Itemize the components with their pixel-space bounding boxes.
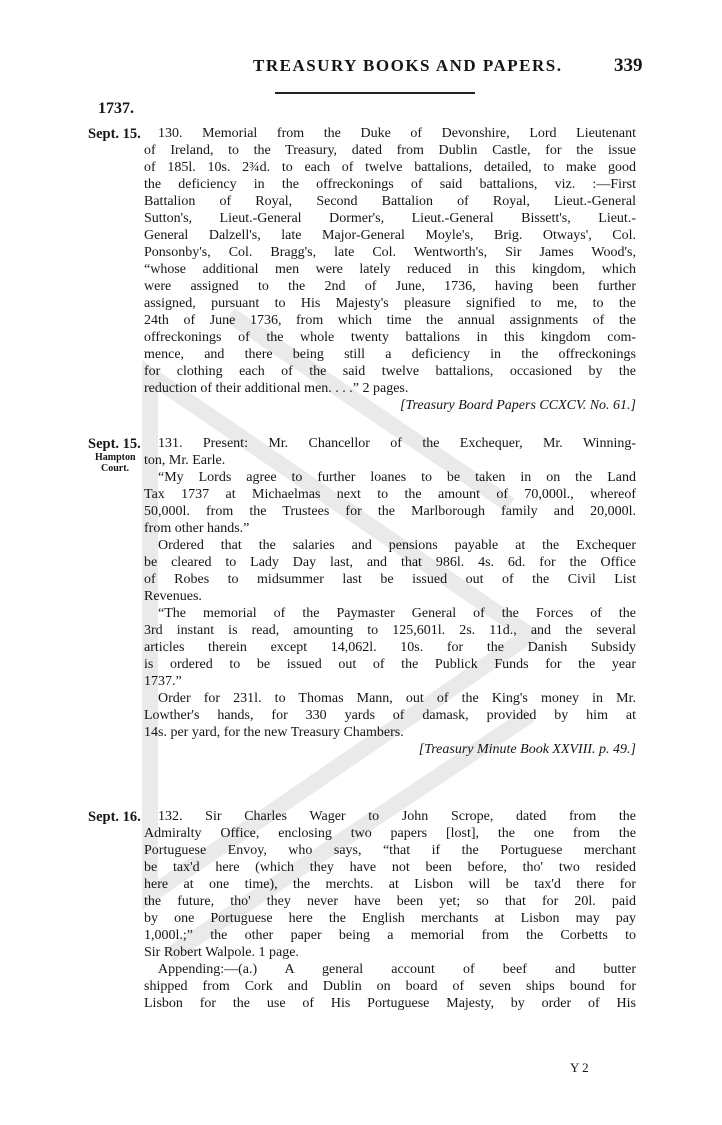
- entry-text: [144, 808, 636, 1012]
- text-line: Ponsonby's, Col. Bragg's, late Col. Wentworth's, Sir James Wood's,: [144, 245, 636, 260]
- page-header: [0, 56, 722, 86]
- entry-date: Sept. 16.: [88, 809, 141, 825]
- text-line: is ordered to be issued out of the Publick Funds for the year: [144, 657, 636, 672]
- text-line: 131. Present: Mr. Chancellor of the Exchequer, Mr. Winning-: [158, 436, 636, 451]
- citation: [Treasury Minute Book XXVIII. p. 49.]: [418, 742, 636, 757]
- text-line: articles therein except 14,062l. 10s. for the Danish Subsidy: [144, 640, 636, 655]
- text-line: Portuguese Envoy, who says, “that if the Portuguese merchant: [144, 843, 636, 858]
- year-heading: 1737.: [98, 100, 134, 117]
- running-title: TREASURY BOOKS AND PAPERS.: [253, 56, 563, 75]
- text-line: Lowther's hands, for 330 yards of damask, provided by him at: [144, 708, 636, 723]
- text-line: assigned, pursuant to His Majesty's pleasure signified to me, to the: [144, 296, 636, 311]
- text-line: from other hands.”: [144, 521, 250, 536]
- entry-date: Sept. 15.: [88, 126, 141, 142]
- text-line: here at one time), the merchts. at Lisbon will be tax'd there for: [144, 877, 636, 892]
- text-line: mence, and there being still a deficiency in the offreckonings: [144, 347, 636, 362]
- text-line: Order for 231l. to Thomas Mann, out of the King's money in Mr.: [158, 691, 636, 706]
- entry-place: Hampton Court.: [95, 452, 136, 474]
- text-line: Lisbon for the use of His Portuguese Majesty, by order of His: [144, 996, 636, 1011]
- text-line: of Ireland, to the Treasury, dated from Dublin Castle, for the issue: [144, 143, 636, 158]
- text-line: “The memorial of the Paymaster General of the Forces of the: [158, 606, 636, 621]
- text-line: of 185l. 10s. 2¾d. to each of twelve battalions, detailed, to make good: [144, 160, 636, 175]
- text-line: ton, Mr. Earle.: [144, 453, 226, 468]
- text-line: shipped from Cork and Dublin on board of seven ships bound for: [144, 979, 636, 994]
- citation: [Treasury Board Papers CCXCV. No. 61.]: [400, 398, 636, 413]
- text-line: Appending:—(a.) A general account of beef and butter: [158, 962, 636, 977]
- text-line: the future, tho' they never have been yet; so that for 20l. paid: [144, 894, 636, 909]
- text-line: offreckonings of the whole twenty battalions in this kingdom com-: [144, 330, 636, 345]
- text-line: 132. Sir Charles Wager to John Scrope, dated from the: [158, 809, 636, 824]
- text-line: for clothing each of the said twelve battalions, occasioned by the: [144, 364, 636, 379]
- text-line: by one Portuguese here the English merchants at Lisbon may pay: [144, 911, 636, 926]
- text-line: Sutton's, Lieut.-General Dormer's, Lieut.-General Bissett's, Lieut.-: [144, 211, 636, 226]
- text-line: Ordered that the salaries and pensions payable at the Exchequer: [158, 538, 636, 553]
- text-line: the deficiency in the offreckonings of said battalions, viz. :—First: [144, 177, 636, 192]
- text-line: General Dalzell's, late Major-General Moyle's, Brig. Otways', Col.: [144, 228, 636, 243]
- header-rule: [275, 92, 475, 94]
- entry-date: Sept. 15.: [88, 436, 141, 452]
- text-line: be tax'd here (which they have not been before, tho' two resided: [144, 860, 636, 875]
- text-line: 24th of June 1736, from which time the annual assignments of the: [144, 313, 636, 328]
- text-line: Revenues.: [144, 589, 202, 604]
- signature-mark: Y 2: [570, 1060, 589, 1075]
- text-line: were assigned to the 2nd of June, 1736, having been further: [144, 279, 636, 294]
- text-line: 50,000l. from the Trustees for the Marlborough family and 20,000l.: [144, 504, 636, 519]
- text-line: 14s. per yard, for the new Treasury Chambers.: [144, 725, 404, 740]
- text-line: Battalion of Royal, Second Battalion of Royal, Lieut.-General: [144, 194, 636, 209]
- text-line: 1737.”: [144, 674, 182, 689]
- text-line: 130. Memorial from the Duke of Devonshire, Lord Lieutenant: [158, 126, 636, 141]
- text-line: be cleared to Lady Day last, and that 986l. 4s. 6d. for the Office: [144, 555, 636, 570]
- text-line: Admiralty Office, enclosing two papers [lost], the one from the: [144, 826, 636, 841]
- entry-text: [144, 435, 636, 758]
- text-line: reduction of their additional men. . . .” 2 pages.: [144, 381, 409, 396]
- entry-text: [144, 125, 636, 414]
- text-line: Sir Robert Walpole. 1 page.: [144, 945, 299, 960]
- page-number: 339: [614, 55, 643, 76]
- text-line: 3rd instant is read, amounting to 125,601l. 2s. 11d., and the several: [144, 623, 636, 638]
- text-line: Tax 1737 at Michaelmas next to the amount of 70,000l., whereof: [144, 487, 636, 502]
- text-line: of Robes to midsummer last be issued out of the Civil List: [144, 572, 636, 587]
- text-line: “whose additional men were lately reduced in this kingdom, which: [144, 262, 636, 277]
- text-line: “My Lords agree to further loanes to be taken in on the Land: [158, 470, 636, 485]
- text-line: 1,000l.;” the other paper being a memorial from the Corbetts to: [144, 928, 636, 943]
